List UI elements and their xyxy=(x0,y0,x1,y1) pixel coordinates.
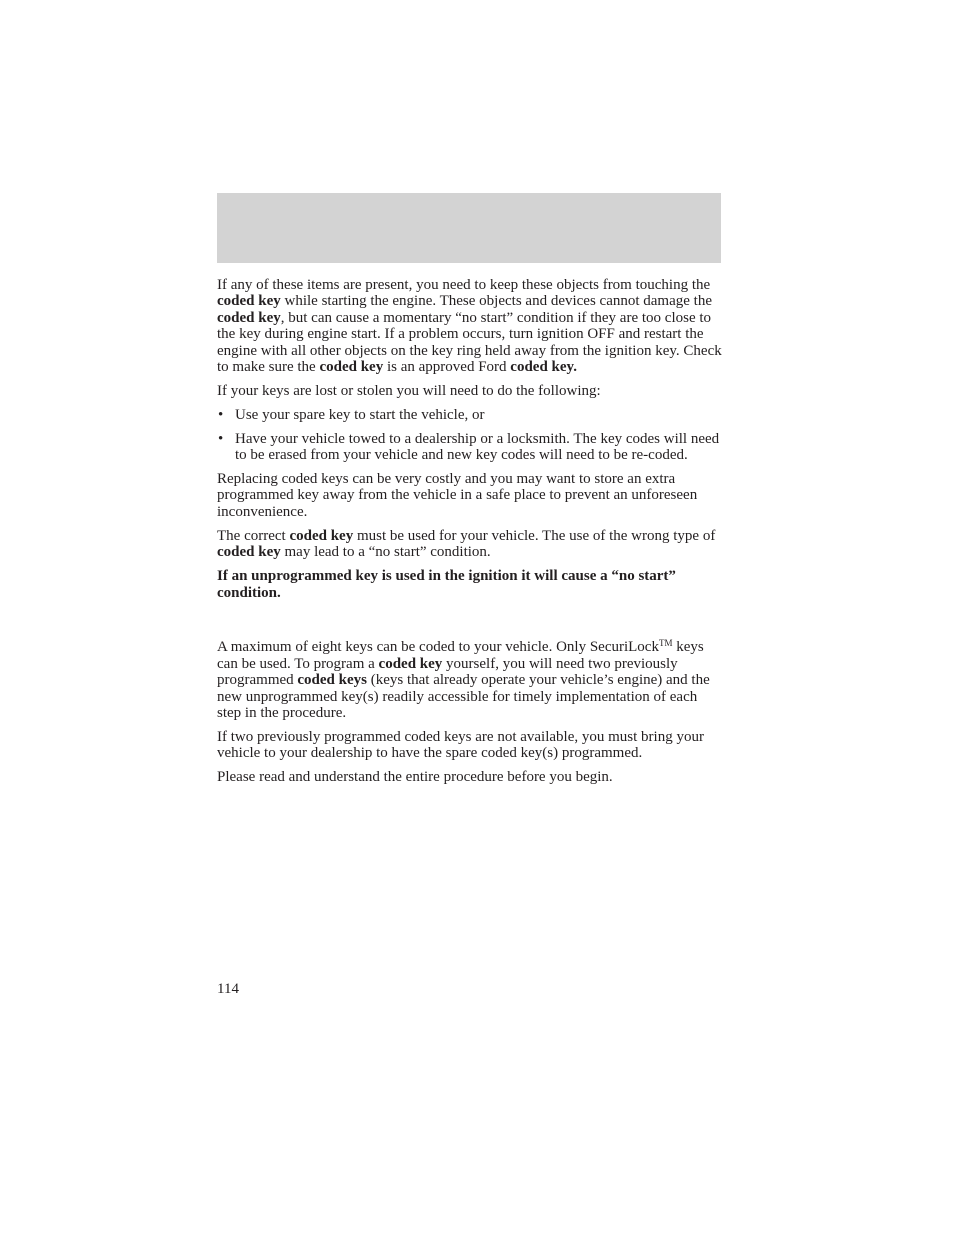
text-run: must be used for your vehicle. The use of the wrong type of xyxy=(353,527,716,544)
text-run: while starting the engine. These objects and devices cannot damage the xyxy=(280,293,712,310)
paragraph-correct-key xyxy=(217,528,725,561)
paragraph-keep-objects-away xyxy=(217,277,725,375)
lost-keys-list xyxy=(217,407,725,464)
bullet-icon: • xyxy=(218,430,224,447)
bold-term: coded key xyxy=(319,359,384,376)
page-content xyxy=(217,277,725,793)
bold-term: coded keys xyxy=(297,672,367,689)
text-run: If any of these items are present, you need to keep these objects from touching the xyxy=(217,277,711,293)
text-run: is an approved Ford xyxy=(383,359,511,376)
bold-term: coded key xyxy=(217,544,281,561)
text-run: The correct xyxy=(217,527,290,544)
list-item-text: Use your spare key to start the vehicle, or xyxy=(235,406,485,423)
bold-term: coded key xyxy=(378,655,443,672)
text-run: A maximum of eight keys can be coded to your vehicle. Only SecuriLock xyxy=(217,639,659,656)
bullet-icon: • xyxy=(218,406,224,423)
trademark-mark: TM xyxy=(658,638,673,649)
bold-term: coded key xyxy=(289,527,354,544)
section-header-band xyxy=(217,193,721,263)
text-run: keys can be used. To program a xyxy=(217,639,704,672)
paragraph-replacing-keys: Replacing coded keys can be very costly and you may want to store an extra programmed key away from the vehicle in a safe place to prevent an unforeseen inconvenience. xyxy=(217,471,698,520)
bold-term: coded key xyxy=(217,293,281,310)
page-number: 114 xyxy=(217,981,239,997)
paragraph-max-keys xyxy=(217,639,725,721)
list-item-text: Have your vehicle towed to a dealership or a locksmith. The key codes will need to be erased from your vehicle and new key codes will need to be re-coded. xyxy=(235,430,720,464)
bold-term: coded key xyxy=(217,309,281,326)
section-gap xyxy=(217,608,725,639)
text-run: may lead to a “no start” condition. xyxy=(280,544,491,561)
list-item xyxy=(217,431,725,464)
warning-unprogrammed-key: If an unprogrammed key is used in the ignition it will cause a “no start” condition. xyxy=(217,568,676,601)
paragraph-dealer-programming: If two previously programmed coded keys are not available, you must bring your vehicle to your dealership to have the spare coded key(s) programmed. xyxy=(217,728,704,762)
text-run: (keys that already operate your vehicle’s engine) and the new unprogrammed key(s) readily accessible for timely implementation of each step in the procedure. xyxy=(217,672,710,722)
paragraph-read-procedure: Please read and understand the entire procedure before you begin. xyxy=(217,769,613,786)
text-run: , but can cause a momentary “no start” condition if they are too close to the key during engine start. If a problem occurs, turn ignition OFF and restart the engine with all other objects on the key ring held away from the ignition key. Check to make sure the xyxy=(217,309,722,376)
list-item xyxy=(217,407,725,423)
paragraph-lost-keys: If your keys are lost or stolen you will need to do the following: xyxy=(217,382,601,399)
text-run: yourself, you will need two previously programmed xyxy=(217,655,678,689)
bold-term: coded key. xyxy=(510,359,577,376)
